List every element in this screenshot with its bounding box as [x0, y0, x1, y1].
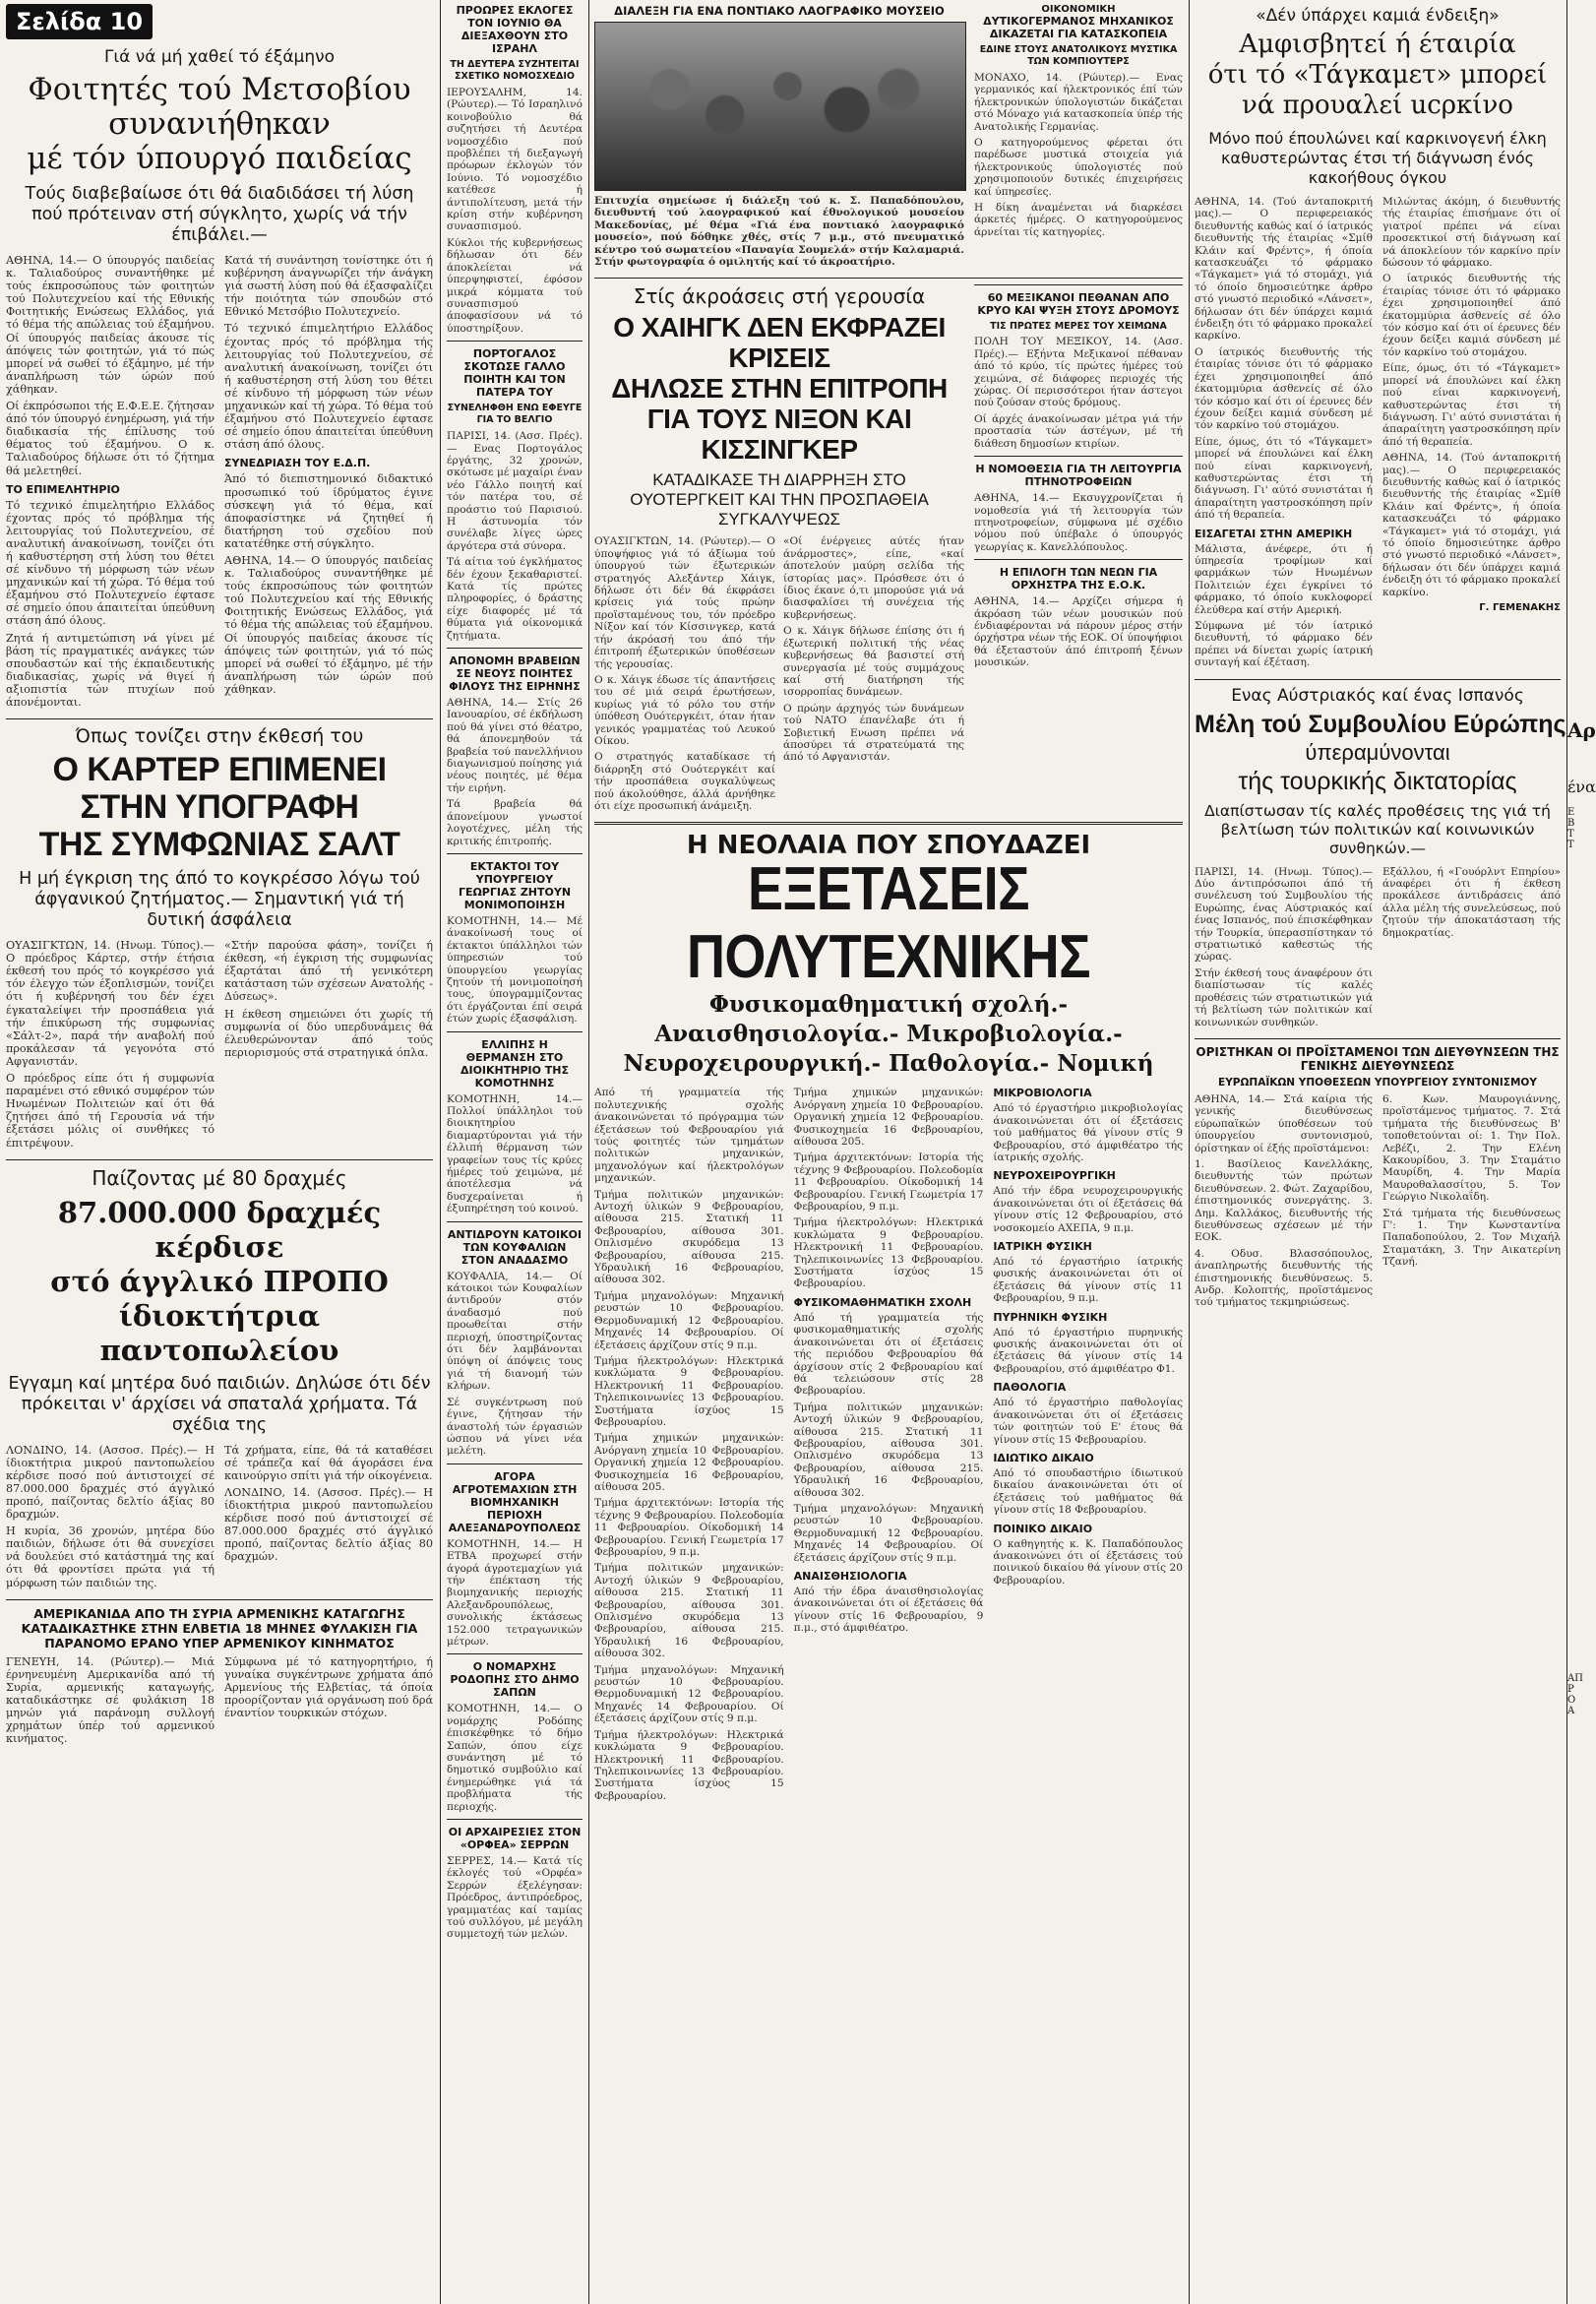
section-subheading: ΝΕΥΡΟΧΕΙΡΟΥΡΓΙΚΗ: [993, 1169, 1116, 1183]
section-subheading: ΦΥΣΙΚΟΜΑΘΗΜΑΤΙΚΗ ΣΧΟΛΗ: [793, 1295, 972, 1309]
article-headline: συνανιήθηκαν: [108, 106, 331, 142]
edge-fragment: Αρ: [1567, 718, 1596, 742]
brief-subhead: ΕΔΙΝΕ ΣΤΟΥΣ ΑΝΑΤΟΛΙΚΟΥΣ ΜΥΣΤΙΚΑ ΤΩΝ ΚΟΜΠΙΟΥΤΕΡΣ: [979, 44, 1178, 67]
article-body: ΑΘΗΝΑ, 14.— Ο ύπουργός παιδείας κ. Ταλιαδούρος συναντήθηκε μέ τούς έκπροσώπους τών φοιτητών τού Πολυτεχνείου καί τής Εθνικής Φοιτητικής Ενώσεως Ελλάδος, γιά τό θέμα τής απώλειας τού έξαμήνου. Οί ύπουργός παιδείας άκουσε τίς άπόψεις τών φοιτητών, γιά τό πώς μπορεί νά σωθεί τό έξάμηνο, μέ τήν άναπλήρωση τών ώρών πού χάθηκαν.: [6, 254, 215, 396]
agriculture-staff-brief: [447, 860, 583, 1026]
article-body: Η έκθεση σημειώνει ότι χωρίς τή συμφωνία οί δύο υπερδυνάμεις θά έλευθερώνονταν άπό τούς περιορισμούς στά στρατηγικά όπλα.: [224, 1007, 433, 1059]
brief-body: ΑΘΗΝΑ, 14.— Στίς 26 Ιανουαρίου, σέ έκδήλωση πού θά γίνει στό θέατρο, θά άπονεμηθούν τά βραβεία τού πανελλήνιου διαγωνισμού ποίησης γιά νέους ποιητές, μέ θέμα τήν ειρήνη.: [447, 697, 583, 794]
article-body: Από τό έργαστήριο ίατρικής φυσικής άνακοινώνεται ότι οί έξετάσεις θά γίνουν στίς 11 Φεβρουαρίου, 9 π.μ.: [993, 1256, 1184, 1305]
article-body: ΟΥΑΣΙΓΚΤΩΝ, 14. (Ρώυτερ).— Ο ύποψήφιος γιά τό άξίωμα τού ύπουργού τών έξωτερικών στρατηγός Αλεξάντερ Χάιγκ, δήλωσε ότι δέν θά έκφράσει κρίσεις γιά τούς πρώην προϊσταμένους του, τόν πρόεδρο Νίξον καί τόν Κίσσινγκερ, κατά τήν άκρόασή του άπό τήν έπιτροπή έξωτερικών ύποθέσεων τής γερουσίας.: [594, 535, 775, 670]
article-body: Εξάλλου, ή «Γουόρλντ Επηρίου» άναφέρει ότι ή έκθεση προκάλεσε άντιδράσεις άπό άλλα μέλη τής συνελεύσεως, πού ζητούν τήν άποκατάσταση τής δημοκρατίας.: [1382, 865, 1561, 939]
article-body: Τμήμα μηχανολόγων: Μηχανική ρευστών 10 Φεβρουαρίου. Θερμοδυναμική 12 Φεβρουαρίου. Μηχανές 14 Φεβρουαρίου. Οί έξετάσεις άρχίζουν στίς 9 π.μ.: [594, 1289, 784, 1351]
brief-body: ΚΟΜΟΤΗΝΗ, 14.— Η ΕΤΒΑ προχωρεί στήν άγορά άγροτεμαχίων γιά τήν έπέκταση τής βιομηχανικής περιοχής Αλεξανδρουπόλεως, συνολικής έκτάσεως 152.000 τετραγωνικών μέτρων.: [447, 1537, 583, 1648]
komotini-heating-brief: [447, 1038, 583, 1215]
article-body: 1. Βασίλειος Κανελλάκης, διευθυντής τών πρώτων διευθύνσεων. 2. Φώτ. Ζαχαρίδου, έπιστημονικός συνεργάτης. 3. Δημ. Καλλάκος, διευθυντής τής διευθύνσεως σχέσεων μέ τήν ΕΟΚ.: [1195, 1157, 1373, 1244]
article-headline: ΓΙΑ ΤΟΥΣ ΝΙΞΟΝ ΚΑΙ ΚΙΣΣΙΝΓΚΕΡ: [646, 404, 912, 466]
brief-headline: ΔΥΤΙΚΟΓΕΡΜΑΝΟΣ ΜΗΧΑΝΙΚΟΣ ΔΙΚΑΖΕΤΑΙ ΓΙΑ ΚΑΤΑΣΚΟΠΕΙΑ: [983, 15, 1174, 40]
article-headline: στό άγγλικό ΠΡΟΠΟ: [50, 1264, 389, 1298]
article-body: ΟΥΑΣΙΓΚΤΩΝ, 14. (Ηνωμ. Τύπος).— Ο πρόεδρος Κάρτερ, στήν έτήσια έκθεσή του πρός τό κογκρέσσο γιά τόν έλεγχο τών έξοπλισμών, τονίζει ότι ή κυβέρνησή του δέν έχει έγκαταλείψει τήν προσπάθεια γιά τήν έπικύρωση τής συμφωνίας «Σάλτ-2», παρά τήν αναβολή πού προκάλεσαν τά γεγονότα στό Αφγανιστάν.: [6, 939, 215, 1068]
article-body: Ο πρώην άρχηγός τών δυνάμεων τού ΝΑΤΟ έπανέλαβε ότι ή Σοβιετική Ενωση πρέπει νά άποσύρει τά στρατεύματά της άπό τό Αφγανιστάν.: [783, 702, 964, 764]
lecture-audience-photo: [594, 22, 966, 191]
article-body: Τμήμα ήλεκτρολόγων: Ηλεκτρικά κυκλώματα 9 Φεβρουαρίου. Ηλεκτρονική 11 Φεβρουαρίου. Τηλεπικοινωνίες 13 Φεβρουαρίου. Συστήματα ίσχύος 15 Φεβρουαρίου.: [793, 1216, 984, 1290]
section-subheading: ΠΟΙΝΙΚΟ ΔΙΚΑΙΟ: [993, 1522, 1093, 1535]
brief-body: ΚΟΜΟΤΗΝΗ, 14.— Ο νομάρχης Ροδόπης έπισκέφθηκε τό δήμο Σαπών, όπου είχε συνάντηση μέ τό δημοτικό συμβούλιο καί ένημερώθηκε γιά τά προβλήματα τής περιοχής.: [447, 1703, 583, 1813]
brief-body: ΠΑΡΙΣΙ, 14. (Ασσ. Πρές).— Ενας Πορτογάλος έργάτης, 32 χρονών, σκότωσε μέ μαχαίρι έναν νέο Γάλλο ποιητή καί τόν πατέρα του, σέ προάστιο τού Παρισιού. Η άστυνομία τόν συνέλαβε λίγες ώρες άργότερα στά σύνορα.: [447, 430, 583, 552]
article-headline: Μέλη τού Συμβουλίου Εύρώπης: [1195, 710, 1566, 738]
article-body: Τμήμα χημικών μηχανικών: Ανόργανη χημεία 10 Φεβρουαρίου. Οργανική χημεία 12 Φεβρουαρίου. Φυσικοχημεία 16 Φεβρουαρίου, αίθουσα 205.: [793, 1087, 984, 1148]
brief-body: ΚΟΥΦΑΛΙΑ, 14.— Οί κάτοικοι τών Κουφαλίων άντιδρούν στόν άναδασμό πού προωθείται στήν περιοχή, ύποστηρίζοντας ότι δέν λαμβάνονται ύπόψη οί άπόψεις τους γιά τή διανομή τών κλήρων.: [447, 1270, 583, 1393]
metsovio-students-article: [6, 47, 433, 713]
israel-elections-brief: [447, 4, 583, 335]
article-body: Η κυρία, 36 χρονών, μητέρα δύο παιδιών, δήλωσε ότι θά συνεχίσει νά δουλεύει στό κατάστημά της καί ότι θά φροντίσει πρώτα γιά τή μόρφωση τών παιδιών της.: [6, 1525, 215, 1589]
brief-body: Κύκλοι τής κυβερνήσεως δήλωσαν ότι δέν άποκλείεται νά ύπερψηφιστεί, έφόσον μικρά κόμματα τού συνασπισμού άποφασίσουν νά τό ύποστηρίξουν.: [447, 236, 583, 335]
brief-headline: ΑΓΟΡΑ ΑΓΡΟΤΕΜΑΧΙΩΝ ΣΤΗ ΒΙΟΜΗΧΑΝΙΚΗ ΠΕΡΙΟΧΗ ΑΛΕΞΑΝΔΡΟΥΠΟΛΕΩΣ: [448, 1469, 582, 1534]
article-body: Τό τεχνικό έπιμελητήριο Ελλάδος έχοντας πρός τό πρόβλημα τής λειτουργίας τού Πολυτεχνείου, σέ αναλυτική άνακοίνωση, τονίζει ότι ή καθυστέρηση στή λύση του θέτει σέ κίνδυνο τή μόρφωση τών νέων μηχανικών καί τή χώρα. Τό θέμα τού έξαμήνου στό Πολυτεχνείο έφτασε σέ σημείο όπου άπαιτείται ύπεύθυνη στάση άπό όλους.: [224, 322, 433, 452]
article-body: Είπε, όμως, ότι τό «Τάγκαμετ» μπορεί νά έπουλώνει καί έλκη πού είναι καρκινογενή, καθυστερώντας έτσι τή διάγνωση. Γι' αύτό συνιστάται ή άπαραίτητη γαστροσκόπηση πρίν άπό τή θεραπεία.: [1195, 435, 1373, 522]
left-column: [6, 0, 433, 2304]
column-rule: [440, 0, 441, 2304]
eec-orchestra-brief: [974, 566, 1183, 668]
adjacent-page-edge: [1567, 0, 1596, 2304]
column-rule: [588, 0, 589, 2304]
article-body: Ο ίατρικός διευθυντής τής έταιρίας τόνισε ότι τό φάρμακο έχει χρησιμοποιηθεί άπό έκατομμύρια άσθενείς σέ όλο τόν κόσμο καί ότι οί έρευνες δέν έχουν δείξει καμιά σύνδεση μέ τόν καρκίνο τού στομάχου.: [1195, 345, 1373, 432]
brief-body: ΑΘΗΝΑ, 14.— Αρχίζει σήμερα ή άκρόαση τών νέων μουσικών πού ένδιαφέρονται νά πάρουν μέρος στήν όρχήστρα νέων τής ΕΟΚ. Οί ύποψήφιοι θά έξεταστούν άπό έπιτροπή ξένων μουσικών.: [974, 595, 1183, 669]
article-body: Τμήμα πολιτικών μηχανικών: Αντοχή ύλικών 9 Φεβρουαρίου, αίθουσα 215. Στατική 11 Φεβρουαρίου, αίθουσα 301. Οπλισμένο σκυρόδεμα 13 Φεβρουαρίου, αίθουσα 215. Υδραυλική 16 Φεβρουαρίου, αίθουσα 302.: [594, 1188, 784, 1286]
brief-headline: Η ΕΠΙΛΟΓΗ ΤΩΝ ΝΕΩΝ ΓΙΑ ΟΡΧΗΣΤΡΑ ΤΗΣ Ε.Ο.Κ.: [999, 566, 1158, 592]
article-body: Είπε, όμως, ότι τό «Τάγκαμετ» μπορεί νά έπουλώνει καί έλκη πού είναι καρκινογενή, καθυστερώντας έτσι τή διάγνωση. Γι' αύτό συνιστάται ή άπαραίτητη γαστροσκόπηση πρίν άπό τή θεραπεία.: [1382, 362, 1561, 448]
brief-subhead: ΣΥΝΕΛΗΦΘΗ ΕΝΩ ΕΦΕΥΓΕ ΓΙΑ ΤΟ ΒΕΛΓΙΟ: [447, 403, 583, 426]
section-subheading: ΜΙΚΡΟΒΙΟΛΟΓΙΑ: [993, 1087, 1092, 1100]
brief-body: Σέ συγκέντρωση πού έγινε, ζήτησαν τήν άναστολή τών έργασιών ώσπου νά γίνει νέα μελέτη.: [447, 1396, 583, 1458]
article-headline: ΣΤΗΝ ΥΠΟΓΡΑΦΗ: [80, 788, 359, 827]
carter-salt-article: [6, 725, 433, 1153]
article-body: Άπό τό διεπιστημονικό διδακτικό προσωπικό τού ίδρύματος έγινε σύσκεψη γιά τό θέμα, καί άποφασίστηκε νά ζητηθεί ή διατήρηση τού σχεδίου πού κατατέθηκε στή σύγκλητο.: [224, 472, 433, 550]
article-subhead: Μόνο πού έπουλώνει καί καρκινογενή έλκη καθυστερώντας έτσι τή διάγνωση ένός κακοήθους όγκου: [1208, 129, 1547, 187]
article-body: Τμήμα άρχιτεκτόνων: Ιστορία τής τέχνης 9 Φεβρουαρίου. Πολεοδομία 11 Φεβρουαρίου. Οίκοδομική 14 Φεβρουαρίου. Γενική Γεωμετρία 17 Φεβρουαρίου, 9 π.μ.: [793, 1152, 984, 1214]
center-right-briefs: [974, 4, 1183, 272]
brief-headline: Ο ΝΟΜΑΡΧΗΣ ΡΟΔΟΠΗΣ ΣΤΟ ΔΗΜΟ ΣΑΠΩΝ: [450, 1660, 580, 1700]
section-subheading: ΙΔΙΩΤΙΚΟ ΔΙΚΑΙΟ: [993, 1451, 1094, 1464]
article-kicker: Ενας Αύστριακός καί ένας Ισπανός: [1231, 685, 1524, 706]
article-body: Τμήμα πολιτικών μηχανικών: Αντοχή ύλικών 9 Φεβρουαρίου, αίθουσα 215. Στατική 11 Φεβρουαρίου, αίθουσα 301. Οπλισμένο σκυρόδεμα 13 Φεβρουαρίου, αίθουσα 215. Υδραυλική 16 Φεβρουαρίου, αίθουσα 302.: [594, 1562, 784, 1660]
article-subhead: ΚΑΤΑΔΙΚΑΣΕ ΤΗ ΔΙΑΡΡΗΞΗ ΣΤΟ ΟΥΟΤΕΡΓΚΕΙΤ ΚΑΙ ΤΗΝ ΠΡΟΣΠΑΘΕΙΑ ΣΥΓΚΑΛΥΨΕΩΣ: [630, 470, 929, 529]
article-body: Τμήμα ήλεκτρολόγων: Ηλεκτρικά κυκλώματα 9 Φεβρουαρίου. Ηλεκτρονική 11 Φεβρουαρίου. Τηλεπικοινωνίες 13 Φεβρουαρίου. Συστήματα ίσχύος 15 Φεβρουαρίου.: [594, 1354, 784, 1428]
article-body: Στά τμήματα τής διευθύνσεως Γ': 1. Την Κωνσταντίνα Παπαδοπούλου, 2. Τον Μιχαήλ Σταματάκη, 3. Την Αικατερίνη Τζανή.: [1382, 1207, 1561, 1269]
article-body: Από τή γραμματεία τής πολυτεχνικής σχολής άνακοινώνεται τό πρόγραμμα τών έξετάσεων τού Φεβρουαρίου γιά τούς φοιτητές τών τμημάτων πολιτικών μηχανικών, μηχανολόγων καί ήλεκτρολόγων μηχανικών.: [594, 1087, 784, 1185]
section-banner: Η ΝΕΟΛΑΙΑ ΠΟΥ ΣΠΟΥΔΑΖΕΙ: [686, 831, 1091, 861]
brief-body: Η δίκη άναμένεται νά διαρκέσει άρκετές ήμέρες. Ο κατηγορούμενος άρνείται τίς κατηγορίες.: [974, 202, 1183, 238]
brief-body: ΑΘΗΝΑ, 14.— Εκσυγχρονίζεται ή νομοθεσία γιά τή λειτουργία τών πτηνοτροφείων, σύμφωνα μέ σχέδιο νόμου πού ύπέβαλε ό ύπουργός γεωργίας κ. Κανελλόπουλος.: [974, 492, 1183, 553]
article-body: Τμήμα ήλεκτρολόγων: Ηλεκτρικά κυκλώματα 9 Φεβρουαρίου. Ηλεκτρονική 11 Φεβρουαρίου. Τηλεπικοινωνίες 13 Φεβρουαρίου. Συστήματα ίσχύος 15 Φεβρουαρίου.: [594, 1728, 784, 1802]
alexandroupoli-land-brief: [447, 1470, 583, 1649]
briefs-column: [447, 0, 583, 2304]
article-body: Τό τεχνικό έπιμελητήριο Ελλάδος έχοντας πρός τό πρόβλημα τής λειτουργίας τού Πολυτεχνείου, σέ αναλυτική άνακοίνωση, τονίζει ότι ή καθυστέρηση στή λύση του θέτει σέ κίνδυνο τή μόρφωση τών νέων μηχανικών καί τή χώρα. Τό θέμα τού έξαμήνου στό Πολυτεχνείο έφτασε σέ σημείο όπου άπαιτείται ύπεύθυνη στάση άπό όλους.: [6, 498, 215, 628]
article-body: Στήν έκθεσή τους άναφέρουν ότι διαπίστωσαν τίς καλές προθέσεις τών στρατιωτικών γιά τή βελτίωση τών πολιτικών καί κοινωνικών συνθηκών.: [1195, 966, 1373, 1028]
article-body: Οί έκπρόσωποι τής Ε.Φ.Ε.Ε. ζήτησαν άπό τόν ύπουργό ένημέρωση, γιά τήν διαδικασία τής έπίλυσης τού θέματος τού έξαμήνου. Ο κ. Ταλιαδούρος δήλωσε ότι τό ζήτημα θά μελετηθεί.: [6, 400, 215, 477]
brief-headline: ΕΚΤΑΚΤΟΙ ΤΟΥ ΥΠΟΥΡΓΕΙΟΥ ΓΕΩΡΓΙΑΣ ΖΗΤΟΥΝ ΜΟΝΙΜΟΠΟΙΗΣΗ: [458, 859, 572, 911]
article-body: ΠΑΡΙΣΙ, 14. (Ηνωμ. Τύπος).— Δύο άντιπρόσωποι άπό τή συνέλευση τού Συμβουλίου τής Ευρώπης, ένας Αύστριακός καί ένας Ισπανός, πού έπισκέφθηκαν τήν Τουρκία, ύπερασπίστηκαν τό στρατιωτικό καθεστώς τής χώρας.: [1195, 865, 1373, 964]
article-subhead: ΕΥΡΩΠΑΪΚΩΝ ΥΠΟΘΕΣΕΩΝ ΥΠΟΥΡΓΕΙΟΥ ΣΥΝΤΟΝΙΣΜΟΥ: [1218, 1076, 1537, 1089]
brief-body: ΙΕΡΟΥΣΑΛΗΜ, 14. (Ρώυτερ).— Τό Ισραηλινό κοινοβούλιο θά συζητήσει τή Δευτέρα νομοσχέδιο πού προβλέπει τή διεξαγωγή πρόωρων έκλογών τόν Ιούνιο. Τό νομοσχέδιο κατέθεσε ή άντιπολίτευση, μετά τήν κρίση στήν κυβέρνηση συνασπισμού.: [447, 87, 583, 233]
article-body: Από τήν έδρα νευροχειρουργικής άνακοινώνεται ότι οί έξετάσεις θά γίνουν στίς 12 Φεβρουαρίου, στό νοσοκομείο ΑΧΕΠΑ, 9 π.μ.: [993, 1185, 1184, 1234]
article-body: Ο στρατηγός καταδίκασε τή διάρρηξη στό Ουότεργκέιτ καί τήν προσπάθεια συγκαλύψεως πού άκολούθησε, άλλά άρνήθηκε ότι είχε προσωπική άνάμειξη.: [594, 751, 775, 812]
article-body: ΑΘΗΝΑ, 14. (Τού άνταποκριτή μας).— Ο περιφερειακός διευθυντής καθώς καί ό ίατρικός διευθυντής τής έταιρίας «Σμίθ Κλάιν καί Φρέντς», ή όποία κατασκευάζει τό φάρμακο «Τάγκαμετ» γιά τό στομάχι, γιά τό όποίο δημοσιεύτηκε άρθρο στό γνωστό περιοδικό «Λάνσετ», δήλωσαν ότι δέν ύπάρχει καμιά ένδειξη ότι τό φάρμακο προκαλεί καρκίνο.: [1195, 196, 1373, 342]
article-body: ΑΘΗΝΑ, 14.— Στά καίρια τής γενικής διευθύνσεως εύρωπαϊκών ύποθέσεων τού ύπουργείου συντονισμού, όρίστηκαν οί έξής προϊστάμενοι:: [1195, 1092, 1373, 1154]
article-body: «Οί ένέργειες αύτές ήταν άνάρμοστες», είπε, «καί άποτελούν μαύρη σελίδα τής ίστορίας μας». Πρόσθεσε ότι ό ίδιος έκανε ό,τι μπορούσε γιά νά διασφαλίσει τή συνέχεια τής κυβερνήσεως.: [783, 535, 964, 621]
article-body: Σύμφωνα μέ τόν ίατρικό διευθυντή, τό φάρμακο δέν πρέπει νά δίνεται χωρίς ίατρική συνταγή καί έξέταση.: [1195, 620, 1373, 669]
article-headline: ΑΜΕΡΙΚΑΝΙΔΑ ΑΠΟ ΤΗ ΣΥΡΙΑ ΑΡΜΕΝΙΚΗΣ ΚΑΤΑΓΩΓΗΣ ΚΑΤΑΔΙΚΑΣΤΗΚΕ ΣΤΗΝ ΕΛΒΕΤΙΑ 18 ΜΗΝΕΣ ΦΥΛΑΚΙΣΗ ΓΙΑ ΠΑΡΑΝΟΜΟ ΕΡΑΝΟ ΥΠΕΡ ΑΡΜΕΝΙΚΟΥ ΚΙΝΗΜΑΤΟΣ: [21, 1605, 418, 1650]
polytechnic-exams-article: [594, 831, 1183, 1806]
article-headline: Ο ΚΑΡΤΕΡ ΕΠΙΜΕΝΕΙ: [52, 751, 387, 789]
center-block: [594, 0, 1183, 2304]
article-body: Ο κ. Χάιγκ δήλωσε έπίσης ότι ή έξωτερική πολιτική τής νέας κυβερνήσεως θά βασιστεί στή συνεργασία μέ τούς συμμάχους καί στή διατήρηση τής ισορροπίας δυνάμεων.: [783, 625, 964, 699]
brief-body: ΚΟΜΟΤΗΝΗ, 14.— Μέ άνακοίνωσή τους οί έκτακτοι ύπάλληλοι τών ύπηρεσιών τού ύπουργείου γεωργίας ζητούν τή μονιμοποίησή τους, ύπογραμμίζοντας ότι έργάζονται έπί σειρά έτών χωρίς έξασφάλιση.: [447, 914, 583, 1026]
photo-caption: Επιτυχία σημείωσε ή διάλεξη τού κ. Σ. Παπαδόπουλου, διευθυντή τού λαογραφικού καί έθνολογικού μουσείου Μακεδονίας, μέ θέμα «Γιά ένα ποντιακό λαογραφικό μουσείο», πού δόθηκε χθές, στίς 7 μ.μ., στό πνευματικό κέντρο τού σωματείου «Παναγία Σουμελά» στήν Καλαμαριά. Στήν φωτογραφία ό ομιλητής καί τό άκροατήριο.: [594, 195, 964, 269]
poultry-law-brief: [974, 463, 1183, 553]
article-body: Από τό έργαστήριο παθολογίας άνακοινώνεται ότι οί έξετάσεις τών φοιτητών τού Ε' έτους θά γίνουν στίς 15 Φεβρουαρίου.: [993, 1397, 1184, 1446]
article-body: ΛΟΝΔΙΝΟ, 14. (Ασσοσ. Πρές).— Η ίδιοκτήτρια μικρού παντοπωλείου κέρδισε ποσό πού άντιστοιχεί σέ 87.000.000 δραχμές στό άγγλικό προπό, παίζοντας δελτίο άξίας 80 δραχμών.: [6, 1443, 215, 1522]
brief-headline: Η ΝΟΜΟΘΕΣΙΑ ΓΙΑ ΤΗ ΛΕΙΤΟΥΡΓΙΑ ΠΤΗΝΟΤΡΟΦΕΙΩΝ: [975, 463, 1182, 489]
article-headline: τής τουρκικής δικτατορίας: [1238, 767, 1517, 795]
article-body: ΑΘΗΝΑ, 14.— Ο ύπουργός παιδείας κ. Ταλιαδούρος συναντήθηκε μέ τούς έκπροσώπους τών φοιτητών τού Πολυτεχνείου καί τής Εθνικής Φοιτητικής Ενώσεως Ελλάδος, γιά τό θέμα τής απώλειας τού έξαμήνου. Οί ύπουργός παιδείας άκουσε τίς άπόψεις τών φοιτητών, γιά τό πώς μπορεί νά σωθεί τό έξάμηνο, μέ τήν άναπλήρωση τών ώρών πού χάθηκαν.: [224, 553, 433, 696]
article-headline: ίδιοκτήτρια παντοπωλείου: [99, 1298, 339, 1367]
edge-fragment: ΑΠ Ρ Ο Α: [1567, 1673, 1583, 1716]
article-headline: νά προυαλεί ucρκίνο: [1242, 91, 1513, 120]
article-body: «Στήν παρούσα φάση», τονίζει ή έκθεση, «ή έγκριση τής συμφωνίας έξαρτάται άπό τή γενικότερη κατάσταση τών σχέσεων Ανατολής - Δύσεως».: [224, 939, 433, 1004]
article-headline: μέ τόν ύπουργό παιδείας: [27, 141, 412, 176]
mexico-cold-brief: [974, 291, 1183, 450]
article-kicker: Παίζοντας μέ 80 δραχμές: [92, 1165, 347, 1190]
article-body: Ο κ. Χάιγκ έδωσε τίς άπαντήσεις του σέ μιά σειρά έρωτήσεων, κυρίως γιά τό ρόλο του στήν ύπόθεση Ουότεργκέιτ, όταν ήταν γενικός γραμματέας τού Λευκού Οίκου.: [594, 673, 775, 747]
article-body: Μιλώντας άκόμη, ό διευθυντής τής έταιρίας έπισήμανε ότι οί γιατροί πρέπει νά είναι προσεκτικοί στή διάγνωση καί νά άποκλείουν τόν καρκίνο πρίν δώσουν τό φάρμακο.: [1382, 196, 1561, 270]
photo-title: ΔΙΑΛΕΞΗ ΓΙΑ ΕΝΑ ΠΟΝΤΙΑΚΟ ΛΑΟΓΡΑΦΙΚΟ ΜΟΥΣΕΙΟ: [614, 4, 945, 18]
article-body: Ο πρόεδρος είπε ότι ή συμφωνία παραμένει στό εθνικό συμφέρον τών Ηνωμένων Πολιτειών καί ότι θά ζητήσει άπό τή Γερουσία νά τήν έξετάσει μόλις οί συνθήκες τό έπιτρέψουν.: [6, 1072, 215, 1150]
article-body: Τμήμα μηχανολόγων: Μηχανική ρευστών 10 Φεβρουαρίου. Θερμοδυναμική 12 Φεβρουαρίου. Μηχανές 14 Φεβρουαρίου. Οί έξετάσεις άρχίζουν στίς 9 π.μ.: [594, 1663, 784, 1725]
european-affairs-appointments: [1195, 1045, 1561, 1313]
article-body: Μάλιστα, άνέφερε, ότι ή ύπηρεσία τροφίμων καί φαρμάκων τών Ηνωμένων Πολιτειών έχει έγκρίνει τό φάρμακο, τό όποίο κυκλοφορεί έλεύθερα καί στήν Αμερική.: [1195, 542, 1373, 616]
section-subheading: ΣΥΝΕΔΡΙΑΣΗ ΤΟΥ Ε.Δ.Π.: [224, 457, 371, 470]
brief-headline: ΕΛΛΙΠΗΣ Η ΘΕΡΜΑΝΣΗ ΣΤΟ ΔΙΟΙΚΗΤΗΡΙΟ ΤΗΣ ΚΟΜΟΤΗΝΗΣ: [460, 1037, 570, 1090]
edge-fragment: ένα: [1567, 778, 1596, 796]
article-headline: ΔΗΛΩΣΕ ΣΤΗΝ ΕΠΙΤΡΟΠΗ: [611, 373, 948, 405]
article-body: Από τή γραμματεία τής φυσικομαθηματικής σχολής άνακοινώνεται ότι οί έξετάσεις τής περιόδου Φεβρουαρίου θά άρχίσουν στίς 2 Φεβρουαρίου καί θά τελειώσουν στίς 28 Φεβρουαρίου.: [793, 1311, 984, 1398]
brief-body: ΚΟΜΟΤΗΝΗ, 14.— Πολλοί ύπάλληλοι τού διοικητηρίου διαμαρτύρονται γιά τήν έλλιπή θέρμανση τών γραφείων τους τίς κρύες ήμέρες τού χειμώνα, μέ άποτέλεσμα νά δυσχεραίνεται ή έξυπηρέτηση τού κοινού.: [447, 1092, 583, 1215]
article-subhead: Τούς διαβεβαίωσε ότι θά διαδιδάσει τή λύση πού πρότειναν στή σύγκλητο, χωρίς νά τήν έπιβάλει.—: [25, 184, 414, 245]
article-kicker: «Δέν ύπάρχει καμιά ένδειξη»: [1256, 6, 1500, 26]
brief-body: Τά αίτια τού έγκλήματος δέν έχουν ξεκαθαριστεί. Κατά τίς πρώτες πληροφορίες, ό δράστης είχε διαφορές μέ τά θύματα γιά οίκονομικά ζητήματα.: [447, 556, 583, 642]
center-right-briefs-2: [974, 284, 1183, 816]
brief-body: ΣΕΡΡΕΣ, 14.— Κατά τίς έκλογές τού «Ορφέα» Σερρών έξελέγησαν: Πρόεδρος, άντιπρόεδρος, γραμματέας καί ταμίας τού συλλόγου, μέ μεγάλη συμμετοχή τών μελών.: [447, 1855, 583, 1941]
article-body: 6. Κων. Μαυρογιάννης, προϊστάμενος τμήματος. 7. Στά τμήματα τής διευθύνσεως Β' τοποθετούνται οί: 1. Την Πολ. Λεβέζι, 2. Την Ελένη Κακουρίδου, 3. Την Σταμάτιο Μαυρίδη, 4. Την Μαρία Μαυροθαλασσίτου, 5. Τον Γεώργιο Νικολαΐδη.: [1382, 1092, 1561, 1204]
koufalia-land-brief: [447, 1228, 583, 1458]
article-headline: Ο ΧΑΙΗΓΚ ΔΕΝ ΕΚΦΡΑΖΕΙ ΚΡΙΣΕΙΣ: [613, 312, 946, 374]
article-headline: ΤΗΣ ΣΥΜΦΩΝΙΑΣ ΣΑΛΤ: [38, 826, 400, 864]
brief-headline: ΠΟΡΤΟΓΑΛΟΣ ΣΚΟΤΩΣΕ ΓΑΛΛΟ ΠΟΙΗΤΗ ΚΑΙ ΤΟΝ ΠΑΤΕΡΑ ΤΟΥ: [463, 347, 566, 400]
article-body: Ο καθηγητής κ. Κ. Παπαδόπουλος άνακοινώνει ότι οί έξετάσεις τού ποινικού δικαίου θά γίνουν στίς 20 Φεβρουαρίου.: [993, 1537, 1184, 1587]
brief-subhead: ΤΙΣ ΠΡΩΤΕΣ ΜΕΡΕΣ ΤΟΥ ΧΕΙΜΩΝΑ: [990, 321, 1167, 333]
edge-fragment: Ε Β Τ Τ: [1567, 807, 1575, 850]
article-body: ΛΟΝΔΙΝΟ, 14. (Ασσοσ. Πρές).— Η ίδιοκτήτρια μικρού παντοπωλείου κέρδισε ποσό πού άντιστοιχεί σέ 87.000.000 δραχμές στό άγγλικό προπό, παίζοντας δελτίο άξίας 80 δραχμών.: [224, 1485, 433, 1564]
article-subhead: Εγγαμη καί μητέρα δυό παιδιών. Δηλώσε ότι δέν πρόκειται ν' άρχίσει νά σπαταλά χρήματα. Τά σχέδια της: [8, 1373, 431, 1435]
portugal-murder-brief: [447, 347, 583, 642]
article-body: ΓΕΝΕΥΗ, 14. (Ρώυτερ).— Μιά έρνηνευμένη Αμερικανίδα από τή Συρία, αρμενικής καταγωγής, καταδικάστηκε σέ φυλάκιση 18 μηνών γιά παράνομη συλλογή χρημάτων ύπέρ τού αρμενικού κινήματος.: [6, 1654, 215, 1746]
haig-hearing-article: [594, 284, 964, 816]
page-number-tag: Σελίδα 10: [6, 4, 153, 39]
article-body: Από τό έργαστήριο μικροβιολογίας άνακοινώνεται ότι οί έξετάσεις τού μαθήματος θά γίνουν στίς 9 Φεβρουαρίου, στό άμφιθέατρο τής ίατρικής σχολής.: [993, 1102, 1184, 1163]
article-body: Σύμφωνα μέ τό κατηγορητήριο, ή γυναίκα συγκέντρωνε χρήματα άπό Αρμενίους τής Ελβετίας, τά όποία προορίζονταν γιά οργάνωση πού δρά έναντίον τουρκικών στόχων.: [224, 1654, 433, 1719]
article-body: ΑΘΗΝΑ, 14. (Τού άνταποκριτή μας).— Ο περιφερειακός διευθυντής καθώς καί ό ίατρικός διευθυντής τής έταιρίας «Σμίθ Κλάιν καί Φρέντς», ή όποία κατασκευάζει τό φάρμακο «Τάγκαμετ» γιά τό στομάχι, γιά τό όποίο δημοσιεύτηκε άρθρο στό γνωστό περιοδικό «Λάνσετ», δήλωσαν ότι δέν ύπάρχει καμιά ένδειξη ότι τό φάρμακο προκαλεί καρκίνο.: [1382, 452, 1561, 598]
brief-subhead: ΤΗ ΔΕΥΤΕΡΑ ΣΥΖΗΤΕΙΤΑΙ ΣΧΕΤΙΚΟ ΝΟΜΟΣΧΕΔΙΟ: [450, 59, 580, 82]
column-rule: [1189, 0, 1190, 2304]
article-body: Κατά τή συνάντηση τονίστηκε ότι ή κυβέρνηση άναγνωρίζει τήν άνάγκη γιά σωστή λύση πού θά έξασφαλίζει τήν ποιότητα τών σπουδών στό Εθνικό Μετσόβιο Πολυτεχνείο.: [224, 254, 433, 319]
article-body: Τμήμα χημικών μηχανικών: Ανόργανη χημεία 10 Φεβρουαρίου. Οργανική χημεία 12 Φεβρουαρίου. Φυσικοχημεία 16 Φεβρουαρίου, αίθουσα 205.: [594, 1432, 784, 1493]
tagamet-article: [1195, 6, 1561, 673]
museum-photo-story: [594, 4, 964, 272]
article-headline: ύπεραμύνονται: [1305, 739, 1450, 765]
author-signature: Γ. ΓΕΜΕΝΑΚΗΣ: [1479, 602, 1561, 613]
article-body: Από τό σπουδαστήριο ίδιωτικού δικαίου άνακοινώνεται ότι οί έξετάσεις τού μαθήματος θά γίνουν στίς 18 Φεβρουαρίου.: [993, 1466, 1184, 1517]
article-body: Ο ίατρικός διευθυντής τής έταιρίας τόνισε ότι τό φάρμακο έχει χρησιμοποιηθεί άπό έκατομμύρια άσθενείς σέ όλο τόν κόσμο καί ότι οί έρευνες δέν έχουν δείξει καμιά σύνδεση μέ τόν καρκίνο τού στομάχου.: [1382, 273, 1561, 358]
article-body: Ζητά ή αντιμετώπιση νά γίνει μέ βάση τίς πραγματικές ανάγκες τών σπουδαστών καί τής έκπαιδευτικής διαδικασίας, χωρίς νά θιγεί ή αξιοπιστία τών πτυχίων πού άπονέμονται.: [6, 631, 215, 709]
article-headline: ΟΡΙΣΤΗΚΑΝ ΟΙ ΠΡΟΪΣΤΑΜΕΝΟΙ ΤΩΝ ΔΙΕΥΘΥΝΣΕΩΝ ΤΗΣ ΓΕΝΙΚΗΣ ΔΙΕΥΘΥΝΣΕΩΣ: [1196, 1044, 1560, 1073]
poetry-awards-brief: [447, 654, 583, 847]
section-subheading: ΤΟ ΕΠΙΜΕΛΗΤΗΡΙΟ: [6, 482, 120, 496]
article-body: Τμήμα πολιτικών μηχανικών: Αντοχή ύλικών 9 Φεβρουαρίου, αίθουσα 215. Στατική 11 Φεβρουαρίου, αίθουσα 301. Οπλισμένο σκυρόδεμα 13 Φεβρουαρίου, αίθουσα 215. Υδραυλική 16 Φεβρουαρίου, αίθουσα 302.: [793, 1401, 984, 1499]
article-kicker: Όπως τονίζει στην έκθεσή του: [75, 725, 364, 748]
right-column: [1195, 0, 1566, 2304]
section-subheading: ΑΝΑΙΣΘΗΣΙΟΛΟΓΙΑ: [793, 1570, 907, 1583]
article-body: Τμήμα άρχιτεκτόνων: Ιστορία τής τέχνης 9 Φεβρουαρίου. Πολεοδομία 11 Φεβρουαρίου. Οίκοδομική 14 Φεβρουαρίου. Γενική Γεωμετρία 17 Φεβρουαρίου, 9 π.μ.: [594, 1497, 784, 1558]
brief-headline: ΟΙ ΑΡΧΑΙΡΕΣΙΕΣ ΣΤΟΝ «ΟΡΦΕΑ» ΣΕΡΡΩΝ: [448, 1826, 582, 1852]
brief-body: ΜΟΝΑΧΟ, 14. (Ρώυτερ).— Ενας γερμανικός καί ήλεκτρονικός έπί τών ήλεκτρονικών ύπολογιστών δικάζεται στό Μόναχο γιά κατασκοπεία ύπέρ τής Ανατολικής Γερμανίας.: [974, 72, 1183, 133]
brief-headline: ΑΝΤΙΔΡΟΥΝ ΚΑΤΟΙΚΟΙ ΤΩΝ ΚΟΥΦΑΛΙΩΝ ΣΤΟΝ ΑΝΑΔΑΣΜΟ: [447, 1227, 583, 1267]
article-body: 4. Οδυσ. Βλασσόπουλος, άναπληρωτής διευθυντής τής έπιστημονικής διευθύνσεως. 5. Ανδρ. Κολοπτής, προϊστάμενος τού τμήματος τεκμηριώσεως.: [1195, 1247, 1373, 1309]
brief-headline: ΑΠΟΝΟΜΗ ΒΡΑΒΕΙΩΝ ΣΕ ΝΕΟΥΣ ΠΟΙΗΤΕΣ ΦΙΛΟΥΣ ΤΗΣ ΕΙΡΗΝΗΣ: [449, 654, 581, 694]
brief-body: ΠΟΛΗ ΤΟΥ ΜΕΞΙΚΟΥ, 14. (Ασσ. Πρές).— Εξήντα Μεξικανοί πέθαναν άπό τό κρύο, τίς πρώτες ήμέρες τού χειμώνα, σέ διάφορες περιοχές τής χώρας. Οί περισσότεροι ήταν άστεγοι πού ζούσαν στούς δρόμους.: [974, 336, 1183, 409]
rodopi-prefect-brief: [447, 1660, 583, 1813]
article-subhead: Η μή έγκριση της άπό το κογκρέσσο λόγω τού άφγανικού ζητήματος.— Σημαντική γιά τή δυτική άσφάλεια: [19, 869, 420, 931]
armenian-fundraising-article: [6, 1606, 433, 1750]
brief-body: Οί άρχές άνακοίνωσαν μέτρα γιά τήν προστασία τών άστέγων, μέ τή διάθεση δημοσίων κτιρίων.: [974, 412, 1183, 450]
article-headline: ΕΞΕΤΑΣΕΙΣ ΠΟΛΥΤΕΧΝΙΚΗΣ: [686, 855, 1091, 992]
article-headline: ότι τό «Τάγκαμετ» μπορεί: [1207, 60, 1548, 90]
article-kicker: Στίς άκροάσεις στή γερουσία: [633, 284, 926, 309]
brief-headline: ΠΡΟΩΡΕΣ ΕΚΛΟΓΕΣ ΤΟΝ ΙΟΥΝΙΟ ΘΑ ΔΙΕΞΑΧΘΟΥΝ ΣΤΟ ΙΣΡΑΗΛ: [456, 4, 574, 55]
article-headline: Αμφισβητεί ή έταιρία: [1239, 30, 1516, 59]
propo-winner-article: [6, 1166, 433, 1593]
article-body: Τά χρήματα, είπε, θά τά καταθέσει σέ τράπεζα καί θά άγοράσει ένα καινούργιο σπίτι γιά τήν οίκογένεια.: [224, 1443, 433, 1482]
article-body: Από τήν έδρα άναισθησιολογίας άνακοινώνεται ότι οί έξετάσεις θά γίνουν στίς 16 Φεβρουαρίου, 9 π.μ., στό άμφιθέατρο.: [793, 1586, 984, 1635]
section-label: ΟΙΚΟΝΟΜΙΚΗ: [1041, 4, 1116, 15]
article-subhead: Φυσικομαθηματική σχολή.- Αναισθησιολογία.- Μικροβιολογία.- Νευροχειρουργική.- Παθολογία.- Νομική: [623, 991, 1154, 1078]
article-subhead: Διαπίστωσαν τίς καλές προθέσεις της γιά τή βελτίωση τών πολιτικών καί κοινωνικών συνθηκών.—: [1204, 801, 1551, 857]
council-europe-article: [1195, 685, 1566, 1032]
article-headline: 87.000.000 δραχμές κέρδισε: [57, 1195, 382, 1264]
article-body: Από τό έργαστήριο πυρηνικής φυσικής άνακοινώνεται ότι οί έξετάσεις θά γίνουν στίς 14 Φεβρουαρίου, στό άμφιθέατρο Φ1.: [993, 1326, 1184, 1375]
orfeas-serres-brief: [447, 1826, 583, 1941]
article-headline: Φοιτητές τού Μετσοβίου: [28, 72, 411, 107]
article-body: Τμήμα μηχανολόγων: Μηχανική ρευστών 10 Φεβρουαρίου. Θερμοδυναμική 12 Φεβρουαρίου. Μηχανές 14 Φεβρουαρίου. Οί έξετάσεις άρχίζουν στίς 9 π.μ.: [793, 1502, 984, 1564]
section-subheading: ΠΥΡΗΝΙΚΗ ΦΥΣΙΚΗ: [993, 1310, 1108, 1324]
section-subheading: ΕΙΣΑΓΕΤΑΙ ΣΤΗΝ ΑΜΕΡΙΚΗ: [1195, 527, 1353, 540]
brief-body: Ο κατηγορούμενος φέρεται ότι παρέδωσε μυστικά στοιχεία γιά ήλεκτρονικούς ύπολογιστές πού χρησιμοποιούν δυτικές έπιχειρήσεις καί ύπηρεσίες.: [974, 137, 1183, 198]
brief-body: Τά βραβεία θά άπονείμουν γνωστοί λογοτέχνες, μέλη τής κριτικής έπιτροπής.: [447, 798, 583, 847]
section-subheading: ΠΑΘΟΛΟΓΙΑ: [993, 1381, 1067, 1395]
section-subheading: ΙΑΤΡΙΚΗ ΦΥΣΙΚΗ: [993, 1240, 1092, 1254]
brief-headline: 60 ΜΕΞΙΚΑΝΟΙ ΠΕΘΑΝΑΝ ΑΠΟ ΚΡΥΟ ΚΑΙ ΨΥΞΗ ΣΤΟΥΣ ΔΡΟΜΟΥΣ: [977, 291, 1180, 318]
article-kicker: Γιά νά μή χαθεί τό έξάμηνο: [103, 47, 336, 67]
